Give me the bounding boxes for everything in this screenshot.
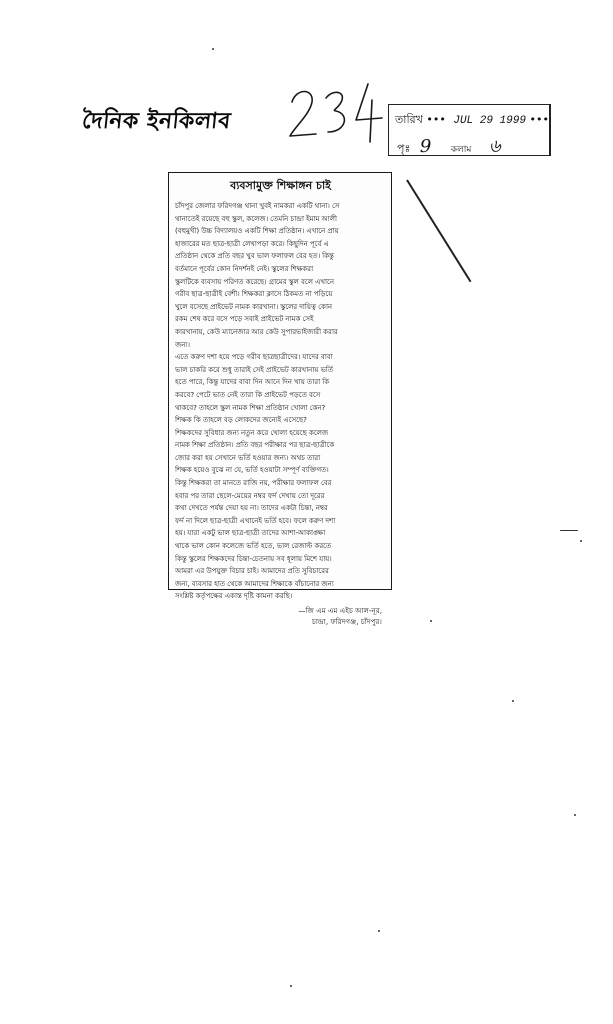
article-line: নামক শিক্ষা প্রতিষ্ঠান। প্রতি বছর পরীক্ষার পর ছাত্র-ছাত্রীকে — [175, 440, 335, 450]
article-line: কথা দেখতে পর্যন্ত দেয়া হয় না। তাদের একটা চিন্তা, নম্বর — [175, 503, 328, 513]
article-line: জোর করা হয় সেখানে ভর্তি হওয়ার জন্য। অথচ তারা — [175, 452, 321, 462]
article-line: শিক্ষকদের সুবিধার জন্য নতুন করে খোলা হয়েছে কলেজ — [175, 427, 329, 437]
article-line: করবে? পেটে ভাত নেই তারা কি প্রাইভেট পড়তে বসে — [175, 389, 321, 399]
article-line: শিক্ষক হয়েও বুঝে না যে, ভর্তি হওয়াটা সম্পূর্ণ ব্যক্তিগত। — [175, 465, 329, 475]
article-line: ফর্দ না দিলে ছাত্র-ছাত্রী এখানেই ভর্তি হবে। ফলে করুণ দশা — [175, 515, 336, 525]
article-line: বর্তমানে পূর্বের কোন নিদর্শনই নেই। স্কুলের শিক্ষকরা — [175, 263, 314, 273]
article-line: হয়। যারা একটু ভাল ছাত্র-ছাত্রী তাদের আশা-আকাঙ্ক্ষা — [175, 528, 326, 538]
page-label: পৃঃ — [397, 142, 411, 155]
scan-speck — [378, 930, 380, 932]
scan-speck — [560, 530, 578, 531]
article-line: থানাতেই রয়েছে বহু স্কুল, কলেজ। তেমনি চান্দ্রা ইমাম আলী — [175, 213, 337, 223]
scan-speck — [580, 540, 582, 542]
newspaper-masthead: দৈনিক ইনকিলাব — [80, 108, 233, 134]
article-line: রকম শেষ করে বসে পড়ে সবাই প্রাইভেট নামক সেই — [175, 314, 314, 324]
scan-speck — [512, 700, 514, 702]
signature-name: —জি এম এম এইচ আল-নূর, — [298, 606, 382, 615]
article-line: হাজারের মত ছাত্র-ছাত্রী লেখাপড়া করে। কিছুদিন পূর্বে এ — [175, 238, 329, 248]
article-line: প্রতিষ্ঠান থেকে প্রতি বছর খুব ভাল ফলাফল বের হত। কিন্তু — [175, 251, 334, 261]
article-headline: ব্যবসামুক্ত শিক্ষাঙ্গন চাই — [230, 179, 331, 192]
scan-speck — [212, 48, 214, 50]
handwritten-number-234 — [286, 80, 386, 150]
article-body — [175, 200, 386, 603]
article-line: স্কুলটিকে ব্যবসায় পরিণত করেছে। গ্রামের স্কুল বলে এখানে — [175, 276, 334, 286]
pen-mark-line — [406, 179, 471, 282]
signature-place: চান্দ্রা, ফরিদগঞ্জ, চাঁদপুর। — [311, 617, 382, 626]
date-row: তারিখ ••• JUL 29 1999 ••• — [395, 113, 549, 127]
date-value: JUL 29 1999 — [453, 115, 526, 127]
article-line: জন্য। — [175, 339, 190, 349]
scan-speck — [430, 620, 432, 622]
article-line: কারখানায়, কেউ ম্যানেজার আর কেউ সুপারভাইজারী করার — [175, 326, 338, 336]
article-line: শিক্ষক কি তাহলে বড় লোকদের জন্যেই এসেছে? — [175, 415, 307, 425]
article-line: ভাল চাকরি করে শুধু তারাই সেই প্রাইভেট কারখানায় ভর্তি — [175, 364, 334, 374]
article-signature — [175, 605, 386, 627]
column-label: কলাম — [450, 145, 472, 155]
article-line: জন্য, ব্যবসার হাত থেকে আমাদের শিক্ষাকে বাঁচানোর জন্য — [175, 578, 334, 588]
article-line: খুলে বসেছে প্রাইভেট নামক কারখানা। স্কুলের দায়িত্ব কোন — [175, 301, 333, 311]
scan-speck — [574, 814, 576, 816]
article-line: চাঁদপুর জেলার ফরিদগঞ্জ থানা খুবই নামকরা একটি থানা। সে — [175, 201, 340, 210]
page-column-row — [397, 132, 501, 163]
article-line: হবার পর তারা ছেলে-মেয়ের নম্বর ফর্দ দেখায় তো দূরের — [175, 490, 325, 500]
article-line: আমরা এর উপযুক্ত বিচার চাই। আমাদের প্রতি সুবিচারের — [175, 566, 329, 576]
column-value: ৬ — [488, 136, 501, 157]
article-line: থাকে ভাল কোন কলেজে ভর্তি হতে, ভাল রেজাল্ট করতে — [175, 541, 332, 551]
article-line: সংশ্লিষ্ট কর্তৃপক্ষের একান্ত দৃষ্টি কামনা করছি। — [175, 591, 293, 601]
article-line: এতে করুণ দশা হয়ে পড়ে গরীব ছাত্রছাত্রীদের। যাদের বাবা — [175, 352, 333, 362]
date-label: তারিখ — [395, 113, 423, 126]
article-line: হতে পারে, কিন্তু যাদের বাবা দিন আনে দিন খায় তারা কি — [175, 377, 330, 387]
scan-speck — [290, 985, 292, 987]
article-line: থাকবে? তাহলে স্কুল নামক শিক্ষা প্রতিষ্ঠান খোলা কেন? — [175, 402, 326, 412]
page-value: 9 — [419, 136, 432, 157]
article-line: কিন্তু স্কুলের শিক্ষকদের চিন্তা-চেতনায় সব ধূলায় মিশে যায়। — [175, 553, 332, 563]
article-line: গরীব ছাত্র-ছাত্রীই বেশী। শিক্ষকরা ক্লাসে ঠিকমত না পড়িয়ে — [175, 289, 333, 299]
article-line: (বহুমুখী) উচ্চ বিদ্যালয়ও একটি শিক্ষা প্রতিষ্ঠান। এখানে প্রায় — [175, 226, 339, 236]
date-stamp-box — [388, 104, 551, 156]
newspaper-clipping — [168, 172, 392, 626]
article-line: কিন্তু শিক্ষকরা তা মানতে রাজি নয়, পরীক্ষার ফলাফল বের — [175, 478, 332, 488]
